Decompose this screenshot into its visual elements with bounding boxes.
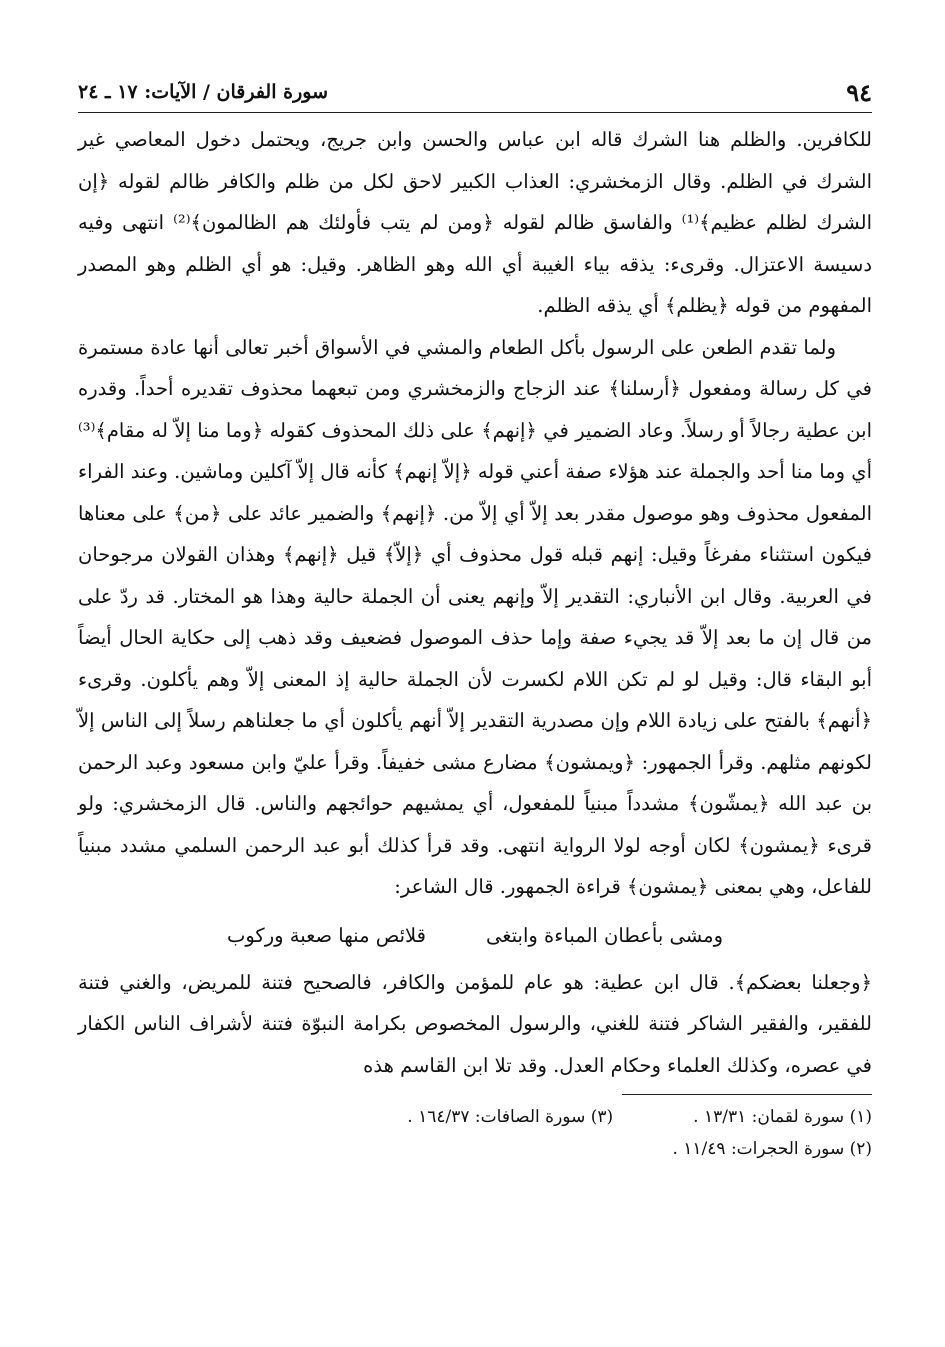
footnotes bbox=[78, 1101, 872, 1165]
document-page bbox=[78, 72, 872, 1165]
page-header bbox=[78, 72, 872, 113]
footnote-3: (٣) سورة الصافات: ١٦٤/٣٧ . bbox=[407, 1107, 614, 1127]
paragraph-2: ولما تقدم الطعن على الرسول بأكل الطعام والمشي في الأسواق أخبر تعالى أنها عادة مستمرة في كل رسالة ومفعول ﴿أرسلنا﴾ عند الزجاج والزمخشري ومن تبعهما محذوف تقديره أحداً. وقدره ابن عطية رجالاً أو رسلاً. وعاد الضمير في ﴿إنهم﴾ على ذلك المحذوف كقوله ﴿وما منا إلاّ له مقام﴾⁽³⁾ أي وما منا أحد والجملة عند هؤلاء صفة أعني قوله ﴿إلاّ إنهم﴾ كأنه قال إلاّ آكلين وماشين. وعند الفراء المفعول محذوف وهو موصول مقدر بعد إلاّ أي إلاّ من. ﴿إنهم﴾ والضمير عائد على ﴿من﴾ على معناها فيكون استثناء مفرغاً وقيل: إنهم قبله قول محذوف أي ﴿إلاّ﴾ قيل ﴿إنهم﴾ وهذان القولان مرجوحان في العربية. وقال ابن الأنباري: التقدير إلاّ وإنهم يعنى أن الجملة حالية وهذا هو المختار. قد ردّ على من قال إن ما بعد إلاّ قد يجيء صفة وإما حذف الموصول فضعيف وقد ذهب إلى حكاية الحال أيضاً أبو البقاء قال: وقيل لو لم تكن اللام لكسرت لأن الجملة حالية إذ المعنى إلاّ وهم يأكلون. وقرىء ﴿أنهم﴾ بالفتح على زيادة اللام وإن مصدرية التقدير إلاّ أنهم يأكلون أي ما جعلناهم رسلاً إلى الناس إلاّ لكونهم مثلهم. وقرأ الجمهور: ﴿ويمشون﴾ مضارع مشى خفيفاً. وقرأ عليّ وابن مسعود وعبد الرحمن بن عبد الله ﴿يمشّون﴾ مشدداً مبنياً للمفعول، أي يمشيهم حوائجهم والناس. قال الزمخشري: ولو قرىء ﴿يمشون﴾ لكان أوجه لولا الرواية انتهى. وقد قرأ كذلك أبو عبد الرحمن السلمي مشدد مبنياً للفاعل، وهي بمعنى ﴿يمشون﴾ قراءة الجمهور. قال الشاعر: bbox=[78, 335, 872, 898]
footnote-row-1 bbox=[78, 1101, 872, 1133]
body-text-continued bbox=[78, 962, 872, 1087]
body-text bbox=[78, 119, 872, 908]
paragraph-1: للكافرين. والظلم هنا الشرك قاله ابن عباس والحسن وابن جريج، ويحتمل دخول المعاصي غير الشرك في الظلم. وقال الزمخشري: العذاب الكبير لاحق لكل من ظلم والكافر ظالم لقوله ﴿إن الشرك لظلم عظيم﴾⁽¹⁾ والفاسق ظالم لقوله ﴿ومن لم يتب فأولئك هم الظالمون﴾⁽²⁾ انتهى وفيه دسيسة الاعتزال. وقرىء: يذقه بياء الغيبة أي الله وهو الظاهر. وقيل: هو أي الظلم وهو المصدر المفهوم من قوله ﴿يظلم﴾ أي يذقه الظلم. bbox=[78, 128, 873, 317]
verse-first-hemistich: ومشى بأعطان المباءة وابتغى bbox=[485, 923, 724, 947]
footnote-2: (٢) سورة الحجرات: ١١/٤٩ . bbox=[672, 1139, 872, 1159]
running-title: سورة الفرقان / الآيات: ١٧ ـ ٢٤ bbox=[78, 81, 328, 103]
footnote-1: (١) سورة لقمان: ١٣/٣١ . bbox=[693, 1107, 872, 1127]
verse-second-hemistich: قلائص منها صعبة وركوب bbox=[227, 923, 426, 947]
page-number: ٩٤ bbox=[846, 77, 872, 107]
paragraph-3: ﴿وجعلنا بعضكم﴾. قال ابن عطية: هو عام للمؤمن والكافر، فالصحيح فتنة للمريض، والغني فتنة للفقير، والفقير الشاكر فتنة للغني، والرسول المخصوص بكرامة النبوّة فتنة لأشراف الناس الكفار في عصره، وكذلك العلماء وحكام العدل. وقد تلا ابن القاسم هذه bbox=[78, 970, 872, 1077]
footnote-row-2 bbox=[78, 1133, 872, 1165]
poetry-verse bbox=[78, 912, 872, 960]
footnote-separator bbox=[622, 1094, 872, 1095]
